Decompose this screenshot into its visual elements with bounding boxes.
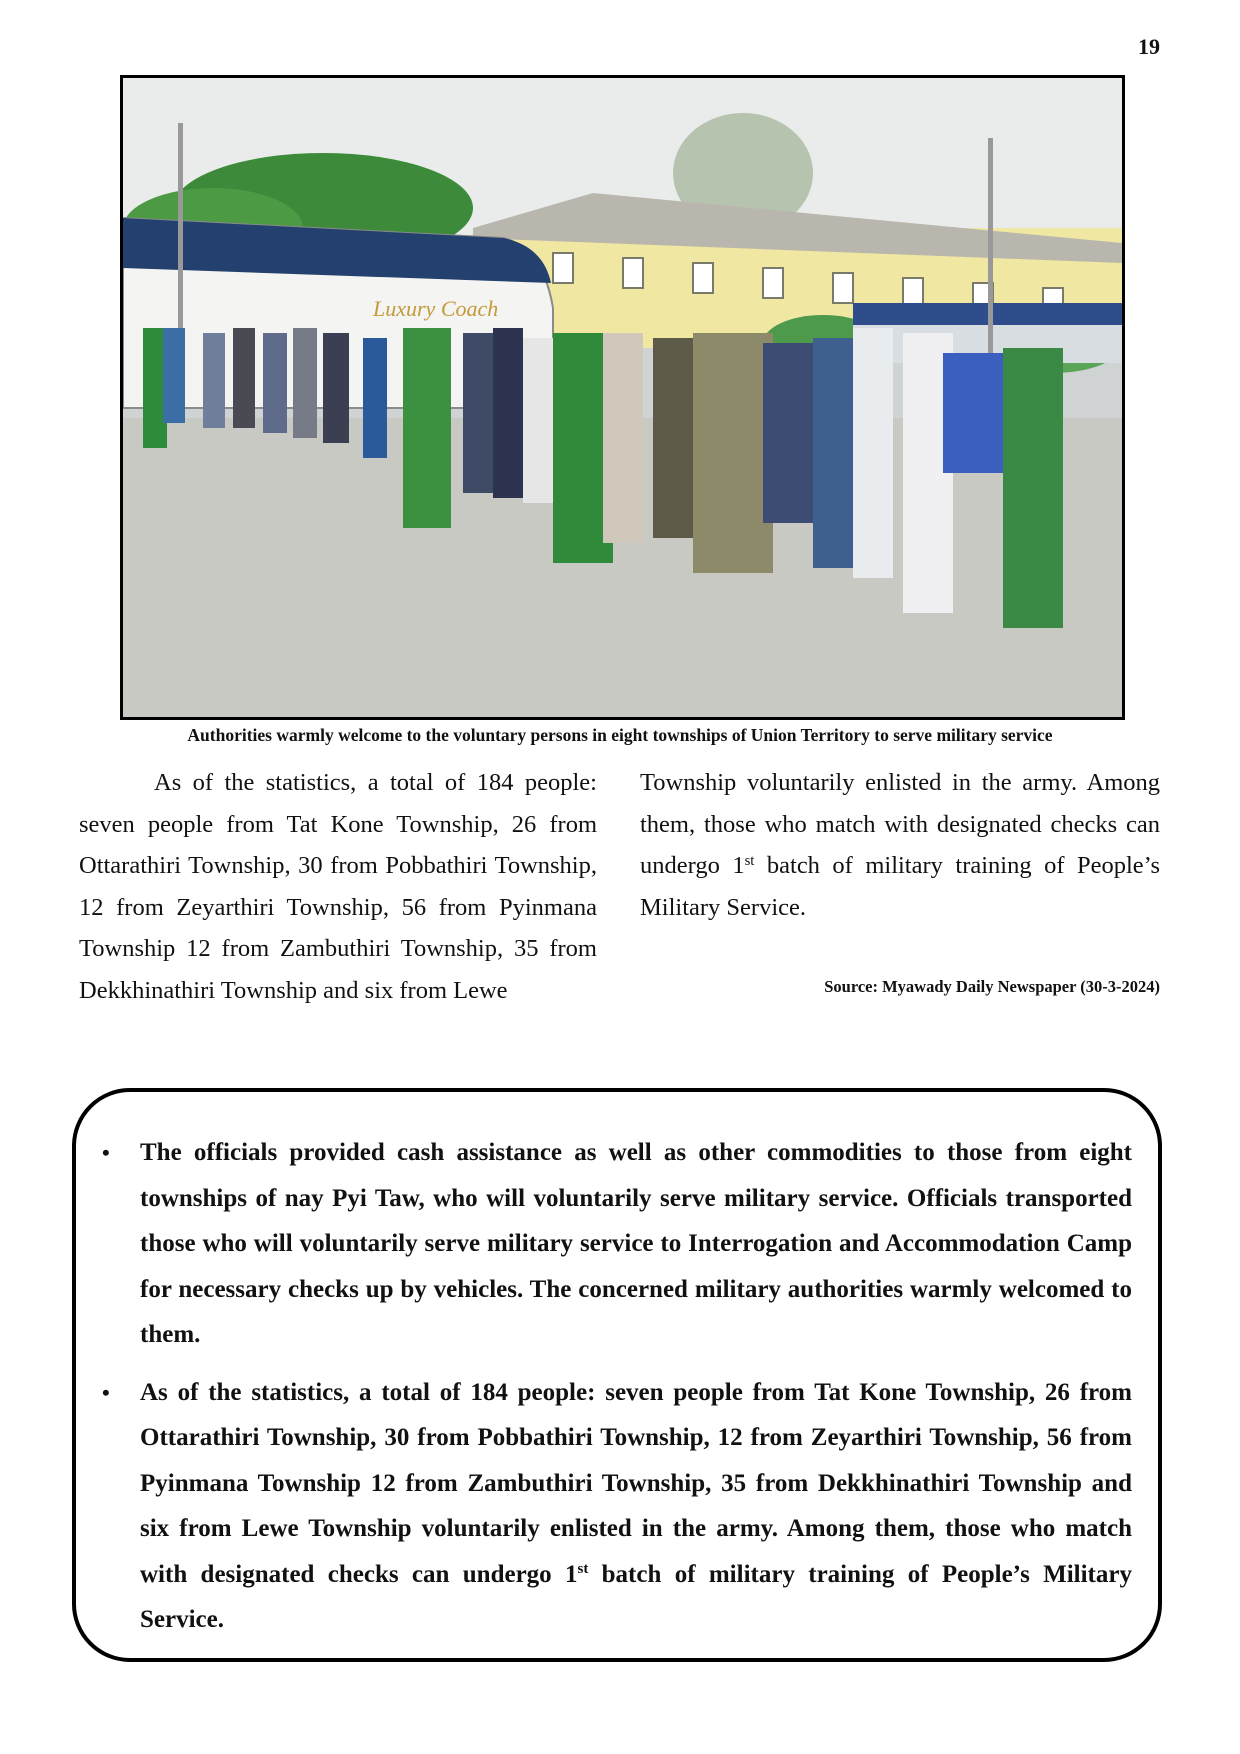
summary-point-2	[102, 1370, 1132, 1643]
ordinal-suffix: st	[744, 852, 755, 869]
article-paragraph-right	[640, 762, 1160, 928]
summary-text: As of the statistics, a total of 184 people: seven people from Tat Kone Township, 26 from Ottarathiri Township, 30 from Pobbathiri Township, 12 from Zeyarthiri Township, 56 from Pyinmana Township 12 from Zambuthiri Township, 35 from Dekkhinathiri Township and six from Lewe Township voluntarily enlisted in the army. Among them, those who match with designated checks can undergo 1	[140, 1378, 1132, 1588]
photo-recruits-boarding-bus-icon	[123, 78, 1122, 717]
summary-text: batch of military training of People’s Military Service.	[140, 1560, 1132, 1633]
summary-list	[102, 1130, 1132, 1655]
source-citation: Source: Myawady Daily Newspaper (30-3-2024)	[824, 977, 1160, 996]
article-left-column	[79, 762, 597, 1011]
article-right-column	[640, 762, 1160, 928]
svg-text:Luxury Coach: Luxury Coach	[373, 296, 499, 321]
article-text-part: Township voluntarily enlisted in the army. Among them, those who match with designated checks can undergo 1	[640, 769, 1160, 879]
article-text-part: batch of military training of People’s Military Service.	[640, 852, 1161, 921]
ordinal-suffix: st	[577, 1561, 589, 1578]
summary-text: The officials provided cash assistance as well as other commodities to those from eight townships of nay Pyi Taw, who will voluntarily serve military service. Officials transported those who will voluntarily serve military service to Interrogation and Accommodation Camp for necessary checks up by vehicles. The concerned military authorities warmly welcomed to them.	[140, 1139, 1132, 1348]
summary-box	[72, 1088, 1162, 1662]
summary-point-1	[102, 1130, 1132, 1358]
bullet-icon: •	[102, 1140, 110, 1165]
news-photo	[120, 75, 1125, 720]
article-paragraph-left: As of the statistics, a total of 184 people: seven people from Tat Kone Township, 26 from Ottarathiri Township, 30 from Pobbathiri Township, 12 from Zeyarthiri Township, 56 from Pyinmana Township 12 from Zambuthiri Township, 35 from Dekkhinathiri Township and six from Lewe	[79, 769, 597, 1004]
page-number: 19	[1138, 34, 1160, 59]
photo-caption: Authorities warmly welcome to the voluntary persons in eight townships of Union Territory to serve military service	[187, 725, 1053, 745]
bullet-icon: •	[102, 1379, 110, 1405]
